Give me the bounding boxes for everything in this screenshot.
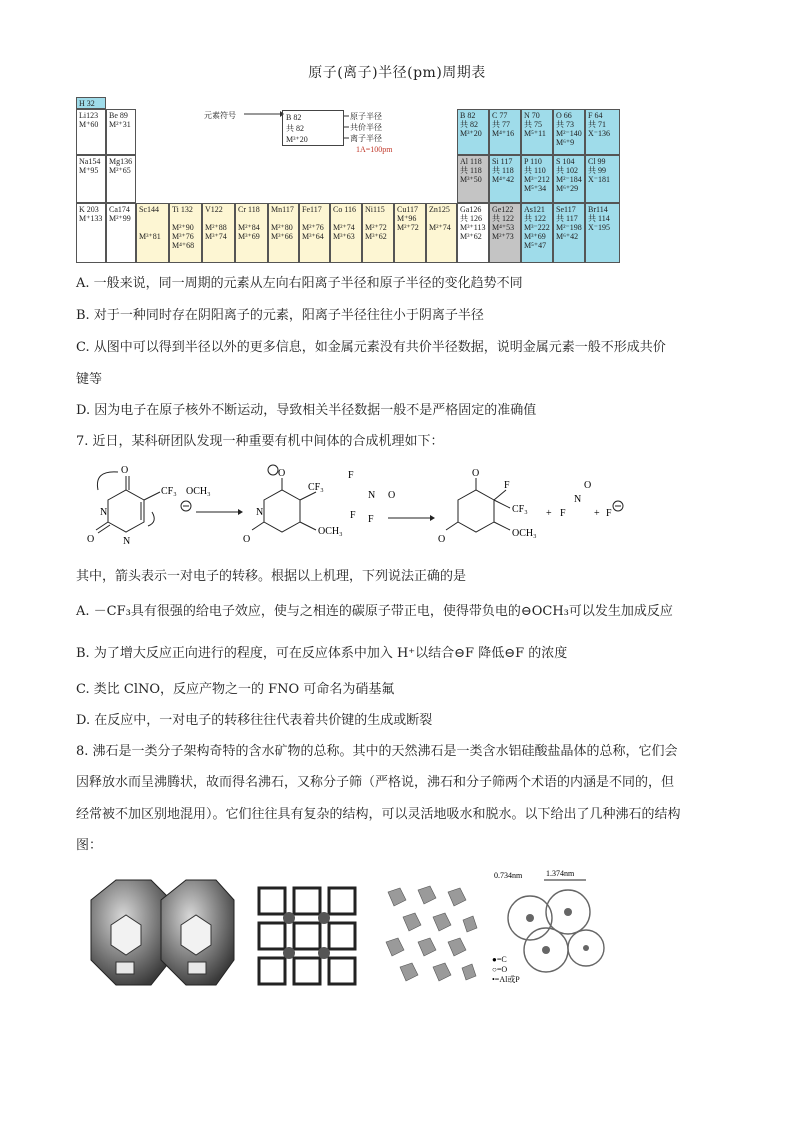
cell-Be: Be 89 M²⁺31 xyxy=(106,109,136,155)
reagent-f3: F xyxy=(368,514,374,525)
plus-1: + xyxy=(546,508,552,519)
q7-after: 其中，箭头表示一对电子的转移。根据以上机理，下列说法正确的是 xyxy=(76,569,467,584)
legend-atomic-radius: 原子半径 xyxy=(350,112,382,121)
cell-As: As121 共 122 M³⁻222 M³⁺69 M⁵⁺47 xyxy=(521,203,553,263)
cell-K: K 203 M⁺133 xyxy=(76,203,106,263)
q6-option-d: D. 因为电子在原子核外不断运动，导致相关半径数据一般不是严格固定的准确值 xyxy=(76,403,537,418)
fno-f: F xyxy=(560,508,566,519)
legend-box-line: B 82 xyxy=(286,113,302,122)
legend-box-line: M³⁺20 xyxy=(286,135,308,144)
reagent-o: O xyxy=(388,490,396,501)
prod-o-top: O xyxy=(472,468,480,479)
q6-option-a: A. 一般来说，同一周期的元素从左向右阳离子半径和原子半径的变化趋势不同 xyxy=(76,276,523,291)
reactant-molecule xyxy=(96,472,160,533)
mol1-o-top: O xyxy=(121,465,129,476)
fno-o: O xyxy=(584,480,592,491)
q7-stem: 7. 近日，某科研团队发现一种重要有机中间体的合成机理如下： xyxy=(76,434,444,449)
mol2-o-left: O xyxy=(243,534,251,545)
cell-Br: Br114 共 114 X⁻195 xyxy=(585,203,620,263)
cell-B: B 82 共 82 M³⁺20 xyxy=(457,109,489,155)
cell-Li: Li123 M⁺60 xyxy=(76,109,106,155)
legend-covalent-radius: 共价半径 xyxy=(350,123,382,132)
cell-Sc: Sc144 M³⁺81 xyxy=(136,203,169,263)
prod-och3: OCH₃ xyxy=(512,528,537,539)
fno-n: N xyxy=(574,494,582,505)
cell-Ge: Ge122 共 122 M⁴⁺53 M²⁺73 xyxy=(489,203,521,263)
cell-Al: Al 118 共 118 M³⁺50 xyxy=(457,155,489,203)
cell-Si: Si 117 共 118 M⁴⁺42 xyxy=(489,155,521,203)
mol1-nh: N xyxy=(100,507,108,518)
mol2-nh: N xyxy=(256,507,264,518)
q8-line-3: 经常被不加区别地混用）。它们往往具有复杂的结构，可以灵活地吸水和脱水。以下给出了几种沸石的结构 xyxy=(76,807,681,822)
cell-Ca: Ca174 M²⁺99 xyxy=(106,203,136,263)
table-title: 原子(离子)半径(pm)周期表 xyxy=(308,65,486,81)
mol2-o-top: O xyxy=(278,468,286,479)
key-o: ○=O xyxy=(492,965,508,974)
cell-C: C 77 共 77 M⁴⁺16 xyxy=(489,109,521,155)
cell-Ti: Ti 132 M²⁺90 M³⁺76 M⁴⁺68 xyxy=(169,203,202,263)
q8-line-2: 因释放水而呈沸腾状，故而得名沸石，又称分子筛（严格说，沸石和分子筛两个术语的内涵是不同的，但 xyxy=(76,775,675,790)
q6-option-c: C. 从图中可以得到半径以外的更多信息，如金属元素没有共价半径数据，说明金属元素一般不形成共价 xyxy=(76,340,666,355)
mol1-o-left: O xyxy=(87,534,95,545)
cell-H: H 32 xyxy=(76,97,106,109)
legend-box xyxy=(282,110,344,146)
product-molecule xyxy=(446,478,510,532)
reagent-f2: F xyxy=(350,510,356,521)
cell-N: N 70 共 75 M⁵⁺11 xyxy=(521,109,553,155)
q7-option-c: C. 类比 ClNO，反应产物之一的 FNO 可命名为硝基氟 xyxy=(76,682,395,697)
mol1-nh2: N xyxy=(123,536,131,547)
q7-option-a: A. －CF₃具有很强的给电子效应，使与之相连的碳原子带正电，使得带负电的⊖OCH₃可以发生加成反应 xyxy=(76,604,673,619)
cell-Co: Co 116 M²⁺74 M³⁺63 xyxy=(330,203,362,263)
dimension-label-2: 1.374nm xyxy=(546,869,575,878)
prod-cf3: CF₃ xyxy=(512,504,528,515)
cell-F: F 64 共 71 X⁻136 xyxy=(585,109,620,155)
cell-V: V122 M²⁺88 M³⁺74 xyxy=(202,203,235,263)
cell-Fe: Fe117 M²⁺76 M³⁺64 xyxy=(299,203,330,263)
prod-o-left: O xyxy=(438,534,446,545)
q8-line-4: 图： xyxy=(76,838,103,853)
mol1-cf3: CF₃ xyxy=(161,486,177,497)
prod-f: F xyxy=(504,480,510,491)
q8-line-1: 8. 沸石是一类分子架构奇特的含水矿物的总称。其中的天然沸石是一类含水铝硅酸盐晶体的总称，它们会 xyxy=(76,744,678,759)
zeolite-structure-image-2 xyxy=(253,882,361,990)
legend-box-line: 共 82 xyxy=(286,124,304,133)
q7-option-d: D. 在反应中，一对电子的转移往往代表着共价键的生成或断裂 xyxy=(76,713,433,728)
key-c: ●=C xyxy=(492,955,507,964)
legend-ionic-radius: 离子半径 xyxy=(350,134,382,143)
cell-Cr: Cr 118 M²⁺84 M³⁺69 xyxy=(235,203,268,263)
cell-Zn: Zn125 M²⁺74 xyxy=(426,203,457,263)
dimension-label-1: 0.734nm xyxy=(494,871,523,880)
cell-O: O 66 共 73 M²⁻140 M⁶⁺9 xyxy=(553,109,585,155)
zeolite-structure-image-3 xyxy=(378,882,480,990)
legend-symbol-label: 元素符号 xyxy=(204,111,236,120)
reagent-n: N xyxy=(368,490,376,501)
fluoride: F xyxy=(606,508,612,519)
legend-unit-note: 1A=100pm xyxy=(356,145,393,154)
key-al-p: •=Al或P xyxy=(492,975,520,984)
cell-Cu: Cu117 M⁺96 M²⁺72 xyxy=(394,203,426,263)
cell-Na: Na154 M⁺95 xyxy=(76,155,106,203)
q6-option-b: B. 对于一种同时存在阴阳离子的元素，阳离子半径往往小于阴离子半径 xyxy=(76,308,484,323)
cell-Se: Se117 共 117 M²⁻198 M⁶⁺42 xyxy=(553,203,585,263)
legend-arrow xyxy=(244,108,284,128)
zeolite-structure-image-4 xyxy=(490,866,610,992)
zeolite-structure-image-1 xyxy=(76,870,236,1000)
mol2-cf3: CF₃ xyxy=(308,482,324,493)
plus-2: + xyxy=(594,508,600,519)
cell-Ni: Ni115 M²⁺72 M³⁺62 xyxy=(362,203,394,263)
methoxide-label: OCH₃ xyxy=(186,486,211,497)
cell-Cl: Cl 99 共 99 X⁻181 xyxy=(585,155,620,203)
cell-Mg: Mg136 M²⁺65 xyxy=(106,155,136,203)
cell-Mn: Mn117 M²⁺80 M³⁺66 xyxy=(268,203,299,263)
reagent-f1: F xyxy=(348,470,354,481)
cell-S: S 104 共 102 M²⁻184 M⁶⁺29 xyxy=(553,155,585,203)
cell-P: P 110 共 110 M³⁻212 M⁵⁺34 xyxy=(521,155,553,203)
reaction-mechanism-diagram xyxy=(68,460,628,560)
mol2-och3: OCH₃ xyxy=(318,526,343,537)
q7-option-b: B. 为了增大反应正向进行的程度，可在反应体系中加入 H⁺以结合⊖F 降低⊖F 的浓度 xyxy=(76,646,568,661)
q6-option-c-cont: 键等 xyxy=(76,372,103,387)
cell-Ga: Ga126 共 126 M³⁺113 M³⁺62 xyxy=(457,203,489,263)
